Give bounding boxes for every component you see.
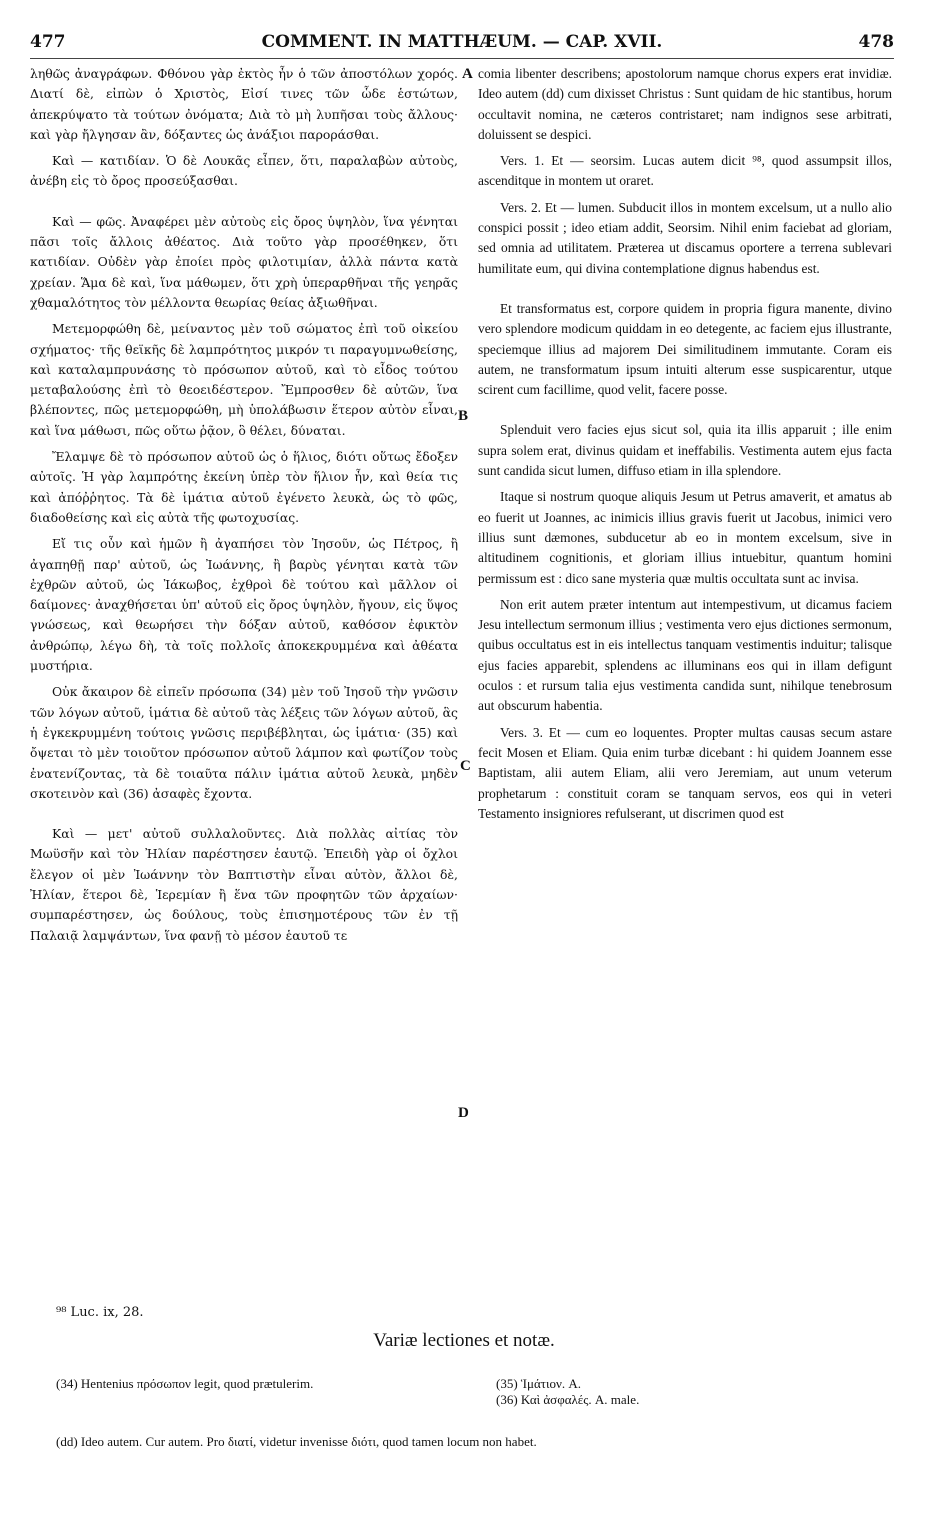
greek-paragraph: Ἔλαμψε δὲ τὸ πρόσωπον αὐτοῦ ὡς ὁ ἥλιος, διότι οὕτως ἔδοξεν αὐτοῖς. Ἡ γὰρ λαμπρότης ἐκείνη ὑπὲρ τὸν ἥλιον ἦν, καὶ θεία τις καὶ ἀπόῤῥητος. Τὰ δὲ ἱμάτια αὐτοῦ ἐγένετο λευκὰ, ὡς τὸ φῶς, διαδοθείσης καὶ εἰς αὐτὰ τῆς φωτοχυσίας.	[30, 449, 458, 525]
latin-paragraph: Et transformatus est, corpore quidem in propria figura manente, divino vero splendore modicum quiddam in eo detegente, ac faciem ejus illustrante, speciemque illius ad majorem Dei similitudinem immutante. Coram eis autem, ne transformatum ipsum intuiti alterum esse suspicarentur, utque scirent cum facillime, quod velit, facere posse.	[478, 300, 892, 398]
running-header	[30, 32, 894, 59]
margin-marker-c: C	[460, 758, 471, 774]
latin-paragraph: Vers. 1. Et — seorsim. Lucas autem dicit ⁹⁸, quod assumpsit illos, ascenditque in montem ut oraret.	[478, 153, 892, 189]
notes-left	[56, 1376, 456, 1392]
greek-paragraph: Μετεμορφώθη δὲ, μείναντος μὲν τοῦ σώματος ἐπὶ τοῦ οἰκείου σχήματος· τῆς θεϊκῆς δὲ λαμπρότητος μικρόν τι παραγυμνωθείσης, καὶ καταλαμπρυνάσης τὸ πρόσωπον αὐτοῦ, καὶ τὸ εἶδος τούτου μεταβαλούσης ἐπὶ τὸ θεοειδέστερον. Ἔμπροσθεν δὲ αὐτῶν, ἵνα βλέποντες, πῶς μετεμορφώθη, μὴ ὑπολάβωσιν ἕτερον αὐτὸν εἶναι, καὶ ἵνα μάθωσι, πῶς οὕτω ῥᾷον, ὃ θέλει, δύναται.	[30, 321, 458, 438]
note-36: (36) Καὶ ἀσφαλές. A. male.	[496, 1392, 640, 1407]
margin-marker-a: A	[462, 66, 473, 82]
footnote: ⁹⁸ Luc. ix, 28.	[56, 1305, 144, 1320]
latin-paragraph: comia libenter describens; apostolorum namque chorus expers erat invidiæ. Ideo autem (dd) cum dixisset Christus : Sunt quidam de hic stantibus, horum occultavit nomina, ne cæteros contristaret; nam indignos sese arbitrati, doluissent se despici.	[478, 66, 892, 142]
page-number-right: 478	[858, 32, 894, 52]
running-title: COMMENT. IN MATTHÆUM. — CAP. XVII.	[261, 32, 663, 52]
notes-right	[496, 1376, 896, 1408]
latin-paragraph: Splenduit vero facies ejus sicut sol, quia ita illis apparuit ; ille enim supra solem erat, divinus quidam et ineffabilis. Vestimenta autem ejus facta sunt candida sicut lumen, diffuso etiam in illa splendore.	[478, 422, 892, 479]
note-dd: (dd) Ideo autem. Cur autem. Pro διατί, videtur invenisse διότι, quod tamen locum non habet.	[56, 1434, 537, 1449]
latin-paragraph: Itaque si nostrum quoque aliquis Jesum ut Petrus amaverit, et amatus ab eo fuerit ut Joannes, ac inimicis illius gravis fuerit ut Jacobus, inimici vero illius sunt dæmones, subducetur ab eo in montem excelsum, sive in altitudinem cognitionis, et gloriam illius intuebitur, quantum homini permissum est : dico sane mysteria quæ multis occultata sunt ac invisa.	[478, 489, 892, 586]
margin-marker-b: B	[458, 408, 469, 424]
latin-paragraph: Vers. 3. Et — cum eo loquentes. Propter multas causas secum astare fecit Mosen et Eliam. Quia enim turbæ dicebant : hi quidem Joannem esse Baptistam, alii autem Eliam, alii vero Jeremiam, aut unum veterum prophetarum : constituit coram se tanquam servos, eos qui in veteri Testamento insigniores refulserant, ut discrimen quod est	[478, 724, 892, 821]
margin-marker-d: D	[458, 1105, 469, 1121]
latin-paragraph: Non erit autem præter intentum aut intempestivum, ut dicamus faciem Jesu intellectum sermonum illius ; vestimenta vero ejus dictiones sermonum, quibus occultatus est in eis intellectus tanquam vestimentis induitur; talisque ejus facies apparebit, splendens ac illuminans eos qui in illam defigunt oculos : et rursum talia ejus vestimenta candida sunt, nihilque tenebrosum aut obscurum habentia.	[478, 596, 892, 714]
greek-paragraph: ληθῶς ἀναγράφων. Φθόνου γὰρ ἐκτὸς ἦν ὁ τῶν ἀποστόλων χορός. Διατί δὲ, εἰπὼν ὁ Χριστὸς, Εἰσί τινες τῶν ὧδε ἑστώτων, ἀπεκρύψατο τὰ τούτων ὀνόματα; Διὰ τὸ μὴ λυπῆσαι τοὺς ἄλλους· καὶ γὰρ ἤλγησαν ἂν, δόξαντες ὡς ἀνάξιοι παροράσθαι.	[30, 66, 458, 142]
note-34: (34) Hentenius πρόσωπον legit, quod prætulerim.	[56, 1376, 314, 1391]
latin-column	[478, 64, 892, 830]
greek-column	[30, 64, 458, 952]
greek-paragraph: Καὶ — φῶς. Ἀναφέρει μὲν αὐτοὺς εἰς ὄρος ὑψηλὸν, ἵνα γένηται πᾶσι τοῖς ἄλλοις ἀθέατος. Διὰ τοῦτο γὰρ προσέθηκεν, ὅτι κατιδίαν. Οὐδὲν γὰρ ἐποίει πρὸς φιλοτιμίαν, ἀλλὰ πάντα κατὰ χρείαν. Ἅμα δὲ καὶ, ἵνα μάθωμεν, ὅτι χρὴ ὑπεραρθῆναι τῆς γεηρᾶς χθαμαλότητος τὸν μέλλοντα θεωρίας θείας ἀξιωθῆναι.	[30, 213, 458, 310]
greek-paragraph: Καὶ — κατιδίαν. Ὁ δὲ Λουκᾶς εἶπεν, ὅτι, παραλαβὼν αὐτοὺς, ἀνέβη εἰς τὸ ὄρος προσεύξασθαι.	[30, 153, 458, 189]
variae-lectiones-title: Variæ lectiones et notæ.	[373, 1330, 555, 1351]
note-35: (35) Ἱμάτιον. A.	[496, 1376, 582, 1391]
greek-paragraph: Εἴ τις οὖν καὶ ἡμῶν ἢ ἀγαπήσει τὸν Ἰησοῦν, ὡς Πέτρος, ἢ ἀγαπηθῇ παρ' αὐτοῦ, ὡς Ἰωάννης, ἢ βαρὺς γένηται κατὰ τῶν ἐχθρῶν αὐτοῦ, ὡς Ἰάκωβος, ἐχθροὶ δὲ τούτου καὶ μᾶλλον οἱ δαίμονες· ἀναχθήσεται ὑπ' αὐτοῦ εἰς ὄρος ὑψηλὸν, ἤγουν, εἰς ὕψος γνώσεως, καὶ θεωρήσει τὴν δόξαν αὐτοῦ, καθόσον ἐφικτὸν ἀνθρώπῳ, λέγω δὴ, τὰ τοῖς πολλοῖς ἀποκεκρυμμένα καὶ ἀθέατα μυστήρια.	[30, 536, 458, 674]
latin-paragraph: Vers. 2. Et — lumen. Subducit illos in montem excelsum, ut a nullo alio conspici possit ; ideo etiam addit, Seorsim. Nihil enim faciebat ad gloriam, sed omnia ad utilitatem. Præterea ut discamus oportere a terrena sublevari humilitate eum, qui divina contemplatione dignus habendus est.	[478, 199, 892, 276]
page-number-left: 477	[30, 32, 66, 52]
greek-paragraph: Καὶ — μετ' αὐτοῦ συλλαλοῦντες. Διὰ πολλὰς αἰτίας τὸν Μωϋσῆν καὶ τὸν Ἠλίαν παρέστησεν ἑαυτῷ. Ἐπειδὴ γὰρ οἱ ὄχλοι ἔλεγον οἱ μὲν Ἰωάννην τὸν Βαπτιστὴν εἶναι αὐτὸν, ἄλλοι δὲ, Ἠλίαν, ἕτεροι δὲ, Ἱερεμίαν ἢ ἕνα τῶν προφητῶν τῶν ἀρχαίων· συμπαρέστησεν, ὡς δούλους, τοὺς ἐπισημοτέρους τῶν ἐν τῇ Παλαιᾷ λαμψάντων, ἵνα φανῇ τὸ μέσον ἑαυτοῦ τε	[30, 826, 458, 943]
greek-paragraph: Οὐκ ἄκαιρον δὲ εἰπεῖν πρόσωπα (34) μὲν τοῦ Ἰησοῦ τὴν γνῶσιν τῶν λόγων αὐτοῦ, ἱμάτια δὲ αὐτοῦ τὰς λέξεις τῶν λόγων αὐτοῦ, ἃς ἡ ἐγκεκρυμμένη τούτοις γνῶσις περιβέβληται, ὡς ἱμάτια· (35) καὶ ὄψεται τὸ μὲν τοιοῦτον πρόσωπον αὐτοῦ λάμπον καὶ φωτίζον τοὺς ἐνατενίζοντας, τὰ δὲ τοιαῦτα πάλιν ἱμάτια αὐτοῦ λευκὰ, μηδὲν σκοτεινὸν καὶ (36) ἀσαφὲς ἔχοντα.	[30, 684, 458, 801]
